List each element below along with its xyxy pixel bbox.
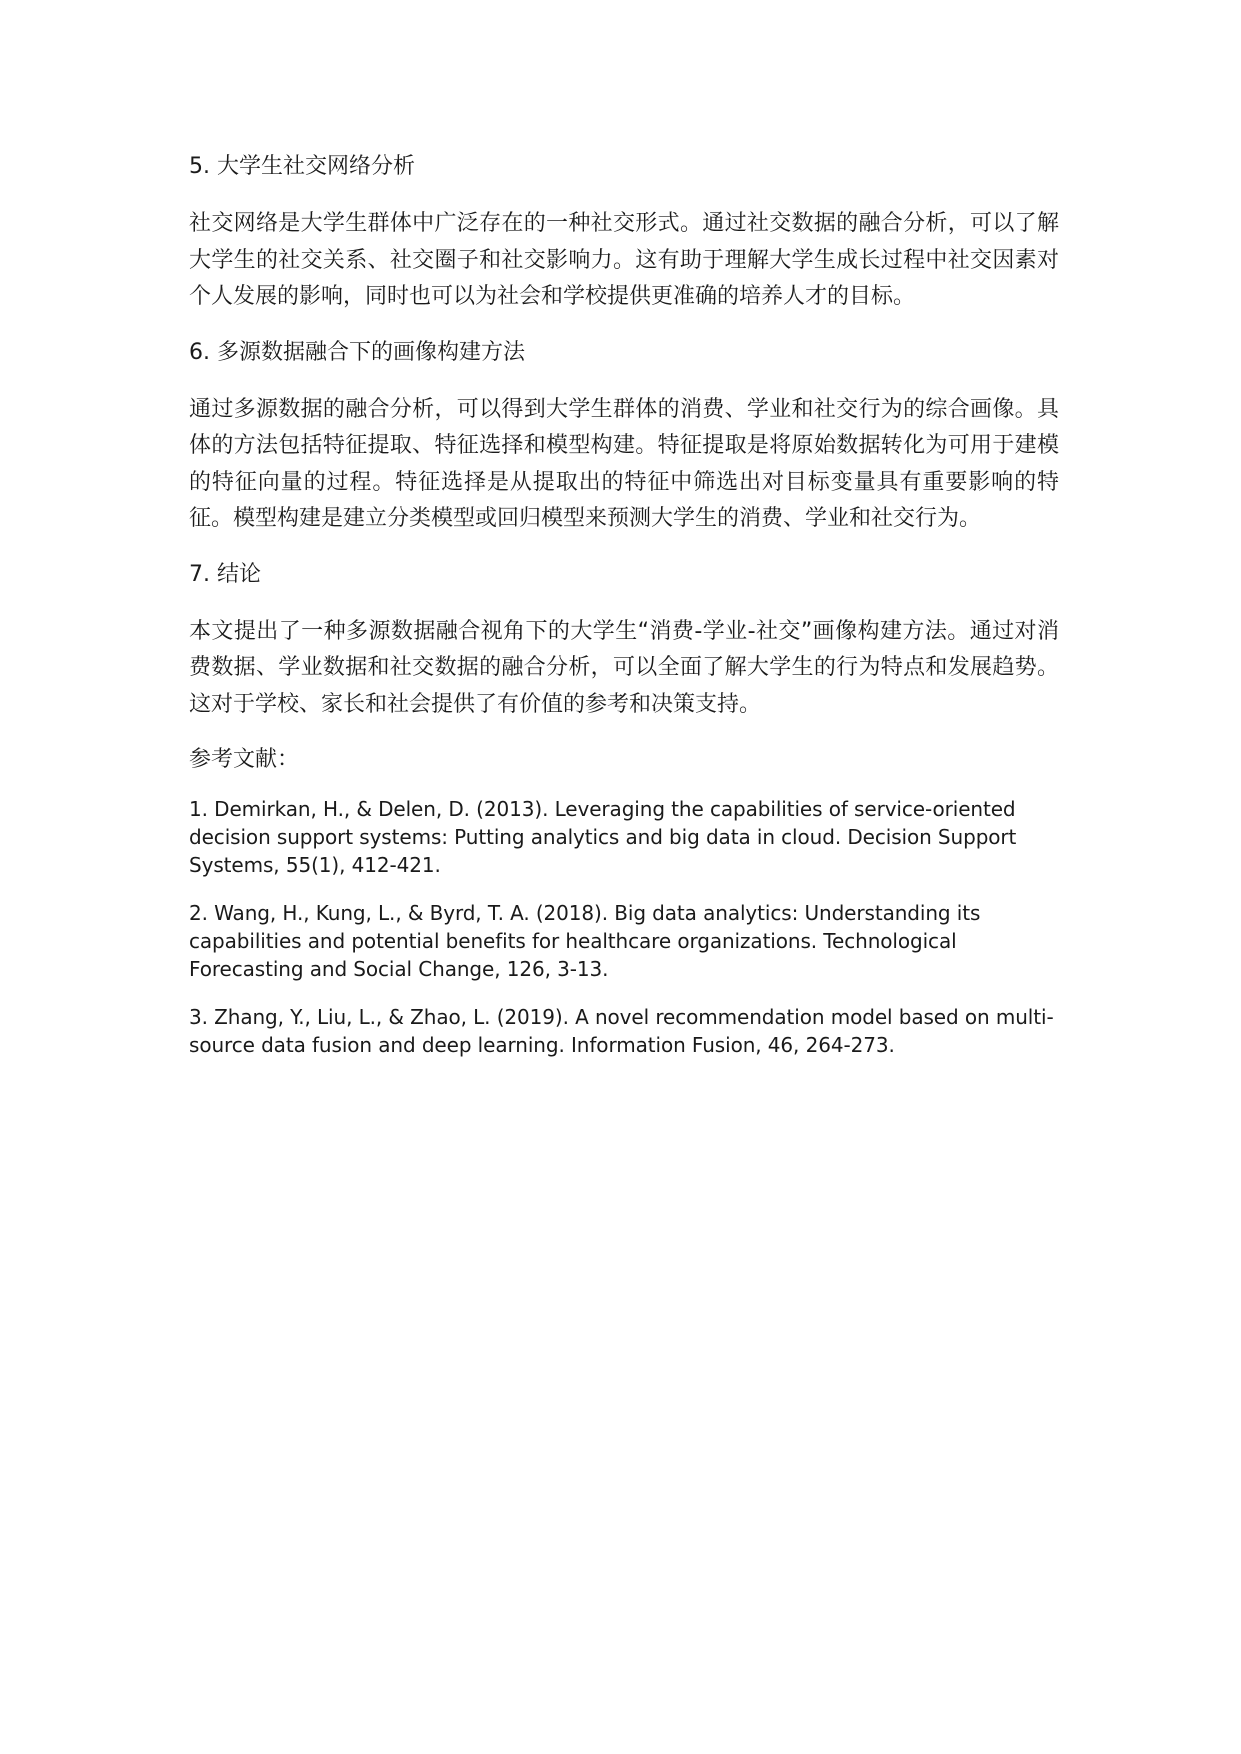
references-list xyxy=(189,795,1059,1059)
section-conclusion xyxy=(189,558,1059,724)
section-social-network xyxy=(189,150,1059,316)
section-paragraph: 社交网络是大学生群体中广泛存在的一种社交形式。通过社交数据的融合分析，可以了解大学生的社交关系、社交圈子和社交影响力。这有助于理解大学生成长过程中社交因素对个人发展的影响，同时也可以为社会和学校提供更准确的培养人才的目标。 xyxy=(189,211,1059,309)
section-paragraph: 通过多源数据的融合分析，可以得到大学生群体的消费、学业和社交行为的综合画像。具体的方法包括特征提取、特征选择和模型构建。特征提取是将原始数据转化为可用于建模的特征向量的过程。特征选择是从提取出的特征中筛选出对目标变量具有重要影响的特征。模型构建是建立分类模型或回归模型来预测大学生的消费、学业和社交行为。 xyxy=(189,396,1059,531)
reference-item: 3. Zhang, Y., Liu, L., & Zhao, L. (2019). A novel recommendation model based on multi-source data fusion and deep learning. Information Fusion, 46, 264-273. xyxy=(189,1005,1054,1057)
reference-item: 2. Wang, H., Kung, L., & Byrd, T. A. (2018). Big data analytics: Understanding its capabilities and potential benefits for healthcare organizations. Technological Forecasting and Social Change, 126, 3-13. xyxy=(189,901,981,981)
section-heading: 6. 多源数据融合下的画像构建方法 xyxy=(189,339,525,365)
references-heading: 参考文献： xyxy=(189,747,300,772)
section-paragraph: 本文提出了一种多源数据融合视角下的大学生“消费-学业-社交”画像构建方法。通过对消费数据、学业数据和社交数据的融合分析，可以全面了解大学生的行为特点和发展趋势。这对于学校、家长和社会提供了有价值的参考和决策支持。 xyxy=(189,618,1059,717)
document-page xyxy=(189,150,1059,1079)
section-heading: 5. 大学生社交网络分析 xyxy=(189,154,415,179)
references-section xyxy=(189,743,1059,1059)
section-profile-method xyxy=(189,336,1059,538)
section-heading: 7. 结论 xyxy=(189,561,261,587)
reference-item: 1. Demirkan, H., & Delen, D. (2013). Leveraging the capabilities of service-oriented decision support systems: Putting analytics and big data in cloud. Decision Support Systems, 55(1), 412-421. xyxy=(189,797,1017,877)
